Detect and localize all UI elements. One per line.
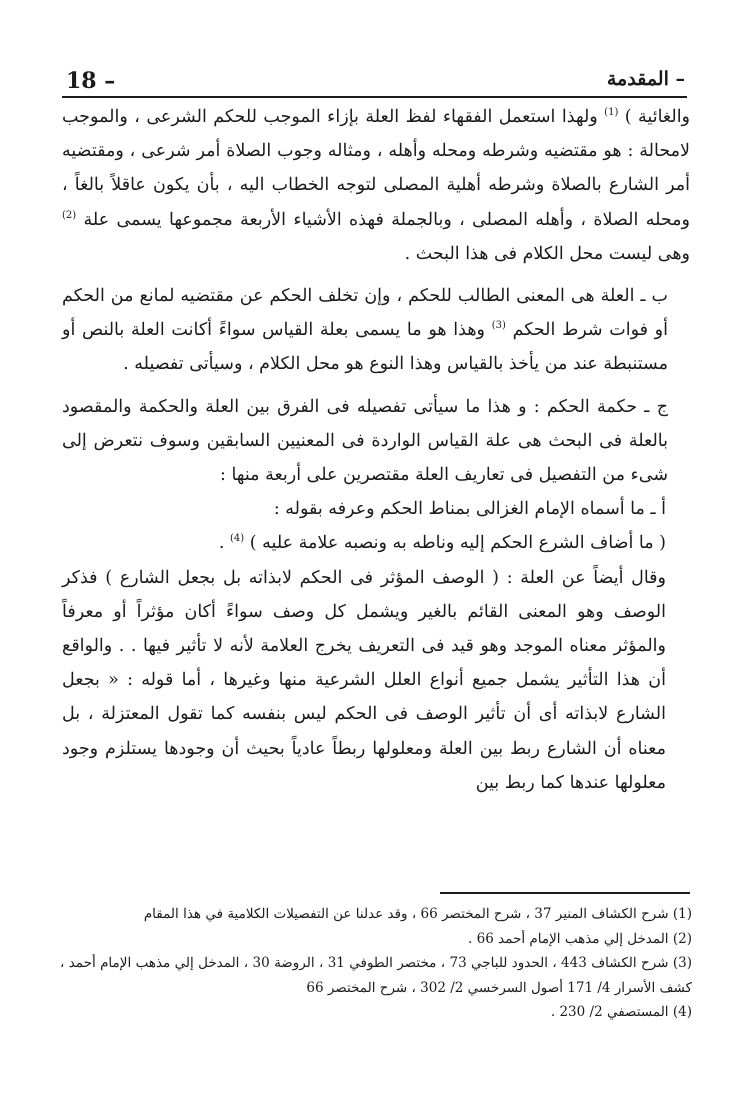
- paragraph-c: ج ـ حكمة الحكم : و هذا ما سيأتى تفصيله فى الفرق بين العلة والحكمة والمقصود بالعلة فى البحث هى علة القياس الواردة فى المعنيين السابقين وسوف نتعرض إلى شىء من التفصيل فى تعاريف العلة مقتصرين على أربعة منها :: [62, 396, 668, 486]
- definition-quote: ( ما أضاف الشرع الحكم إليه وناطه به ونصبه علامة عليه ) $^{(4)}$ .: [218, 533, 666, 554]
- footnote-separator: [440, 892, 690, 894]
- running-header: [62, 66, 687, 98]
- footnote-ref-2: (2): [62, 209, 77, 221]
- chapter-title: – المقدمة: [606, 68, 685, 90]
- paragraph-b: ب ـ العلة هى المعنى الطالب للحكم ، وإن تخلف الحكم عن مقتضيه لمانع من الحكم أو فوات شرط الحكم $^{(3)}$ وهذا هو ما يسمى بعلة القياس سواءً أكانت العلة بالنص أو مستنبطة عند من يأخذ بالقياس وهذا النوع هو محل الكلام ، وسيأتى تفصيله .: [62, 286, 668, 375]
- page-number: 18 –: [66, 68, 116, 94]
- footnotes: [60, 902, 692, 1025]
- paragraph-discussion: وقال أيضاً عن العلة : ( الوصف المؤثر فى الحكم لابذاته بل بجعل الشارع ) فذكر الوصف وهو المعنى القائم بالغير ويشمل كل وصف سواءً أكان مؤثراً أو معرفاً والمؤثر معناه الموجد وهو قيد فى التعريف يخرج العلامة لأنه لا تأثير فيها . . والواقع أن هذا التأثير يشمل جميع أنواع العلل الشرعية منها وغيرها ، أما قوله : « بجعل الشارع لابذاته أى أن تأثير الوصف فى الحكم ليس بنفسه كما تقول المعتزلة ، بل معناه أن الشارع ربط بين العلة ومعلولها ربطاً عادياً بحيث أن وجودها يستلزم وجود معلولها عندها كما ربط بين: [62, 567, 666, 793]
- footnote-3: (3) شرح الكشاف 443 ، الحدود للباجي 73 ، مختصر الطوفي 31 ، الروضة 30 ، المدخل إلي مذهب الإمام أحمد ، كشف الأسرار 4/ 171 أصول السرخسي 2/ 302 ، شرح المختصر 66: [60, 955, 692, 996]
- footnote-1: (1) شرح الكشاف المنير 37 ، شرح المختصر 66 ، وقد عدلنا عن التفصيلات الكلامية في هذا المقام: [143, 906, 692, 922]
- body-text: [62, 100, 690, 800]
- paragraph-intro: والغائية ) $^{(1)}$ ولهذا استعمل الفقهاء لفظ العلة بإزاء الموجب للحكم الشرعى ، والموجب لامحالة : هو مقتضيه وشرطه ومحله وأهله ، ومثاله وجوب الصلاة أمر شرعى ، ومقتضيه أمر الشارع بالصلاة وشرطه أهلية المصلى لتوجه الخطاب اليه ، بأن يكون عاقلاً بالغاً ، ومحله الصلاة ، وأهله المصلى ، وبالجملة فهذه الأشياء الأربعة مجموعها يسمى علة $^{(2)}$ وهى ليست محل الكلام فى هذا البحث .: [62, 107, 691, 264]
- footnote-ref-3: (3): [491, 320, 506, 332]
- paragraph-alef: أ ـ ما أسماه الإمام الغزالى بمناط الحكم وعرفه بقوله :: [273, 499, 666, 520]
- footnote-4: (4) المستصفي 2/ 230 .: [550, 1004, 692, 1020]
- footnote-ref-4: (4): [230, 533, 245, 545]
- footnote-ref-1: (1): [604, 107, 619, 119]
- footnote-2: (2) المدخل إلي مذهب الإمام أحمد 66 .: [468, 930, 692, 947]
